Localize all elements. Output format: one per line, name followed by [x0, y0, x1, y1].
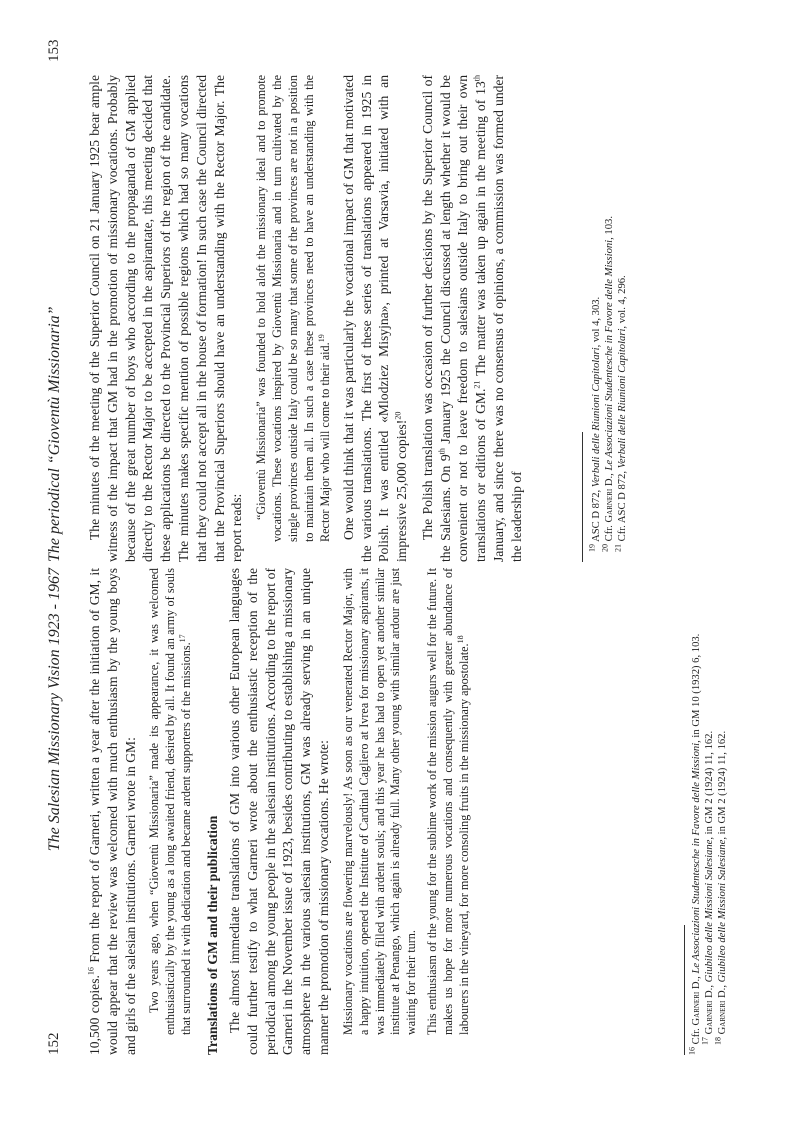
footnote-20: $^{20}$ Cfr. Garneri D., Le Associazioni Studentesche in Favore delle Missioni, 103. [600, 216, 616, 552]
footnote-rule [684, 925, 685, 1055]
right-paragraph-2: One would think that it was particularly the vocational impact of GM that motivated the various translations. The first of these series of translations appeared in 1925 in Polish. It was entitled «Mlodziez Misyjna», printed at Varsavia, initiated with an impressive 25,000 copies!$^{20}$ [340, 75, 410, 562]
quote-paragraph: This enthusiasm of the young for the sublime work of the mission augurs well for the future. It makes us hope for more numerous vocations and consequently with greater abundance of labourers in the vineyard, for more consoling fruits in the missionary apostolate.$^{18}$ [425, 568, 472, 1035]
footnote-ref: 18 [455, 635, 465, 644]
left-blockquote-2 [341, 568, 473, 1035]
left-running-head: The Salesian Missionary Vision 1923 - 1967 [46, 568, 63, 852]
left-page [0, 562, 793, 1123]
footnote-21: $^{21}$ Cfr. ASC D 872, Verbali delle Riunioni Capitolari, vol. 4, 296. [613, 275, 629, 552]
left-paragraph-2: The almost immediate translations of GM into various other European languages could further testify to what Garneri wrote about the enthusiastic reception of the periodical among the young people in the salesian institutions. According to the report of Garneri in the November issue of 1923, besides contributing to establishing a missionary atmosphere in the various salesian institutions, GM was already serving in an unique manner the promotion of missionary vocations. He wrote: [226, 568, 331, 1055]
footnote-ref: 20 [393, 411, 403, 420]
right-body [86, 75, 526, 562]
footnote-16: $^{16}$ Cfr. Garneri D., Le Associazioni Studentesche in Favore delle Missioni, in GM 10 (1932) 6, 103. [687, 633, 702, 1055]
footnote-18: $^{18}$ Garneri D., Giubileo delle Missioni Salesiane, in GM 2 (1924) 11, 162. [713, 730, 729, 1045]
quote-paragraph: Missionary vocations are flowering marvelously! As soon as our venerated Rector Major, with a happy intuition, opened the Institute of Cardinal Cagliero at Ivrea for missionary aspirants, it was immediately filled with ardent souls; and this year he has had to open yet another similar institute at Penango, which again is already full. Many other young with similar ardour are just waiting for their turn. [340, 568, 419, 1035]
footnote-ref: 19 [316, 334, 326, 343]
left-blockquote-1: Two years ago, when “Gioventù Missionaria” made its appearance, it was welcomed enthusiastically by the young as a long awaited friend, desired by all. It found an army of souls that surrounded it with dedication and became ardent supporters of the missions.$^{17}$ [147, 568, 194, 1035]
right-page-number: 153 [46, 39, 62, 62]
footnote-ref: 16 [86, 967, 96, 976]
footnote-ref: 17 [178, 634, 188, 643]
footnote-17: $^{17}$ Garneri D., Giubileo delle Missioni Salesiane, in GM 2 (1924) 11, 162. [700, 730, 716, 1045]
right-paragraph-1: The minutes of the meeting of the Superior Council on 21 January 1925 bear ample witness of the impact that GM had in the promotion of missionary vocations. Probably because of the great number of boys who according to the propaganda of GM applied directly to the Rector Major to be accepted in the aspirantate, this meeting decided that these applications be directed to the Provincial Superiors of the region of the candidate. The minutes makes specific mention of possible regions which had so many vocations that they could not accept all in the house of formation! In such case the Council directed that the Provincial Superiors should have an understanding with the Rector Major. The report reads: [87, 75, 245, 562]
right-footnotes [587, 75, 630, 562]
footnote-19: $^{19}$ ASC D 872, Verbali delle Riunioni Capitolari, vol 4, 303. [587, 296, 602, 552]
left-page-number: 152 [46, 1032, 62, 1055]
footnote-rule [582, 432, 583, 562]
left-paragraph-1: 10,500 copies.$^{16}$ From the report of Garneri, written a year after the initiation of GM, it would appear that the review was welcomed with much enthusiasm by the young boys and girls of the salesian institutions. Garneri wrote in GM: [86, 568, 138, 1055]
section-heading: Translations of GM and their publication [205, 815, 221, 1055]
left-footnotes [687, 568, 730, 1055]
footnote-ref: 21 [472, 380, 482, 389]
left-body [86, 568, 479, 1055]
right-paragraph-3: The Polish translation was occasion of further decisions by the Superior Council of the Salesians. On 9th January 1925 the Council discussed at length whether it would be convenient or not to leave freedom to salesians outside Italy to bring out their own translations or editions of GM.$^{21}$ The matter was taken up again in the meeting of 13th January, and since there was no consensus of opinions, a commission was formed under the leadership of [419, 75, 524, 562]
right-running-head: The periodical “Gioventù Missionaria” [46, 306, 63, 562]
right-blockquote-1: “Gioventù Missionaria” was founded to hold aloft the missionary ideal and to promote vocations. These vocations inspired by Gioventù Missionaria and in turn cultivated by the single provinces outside Italy could be so many that some of the provinces are not in a position to maintain them all. In such a case these provinces need to have an understanding with the Rector Major who will come to their aid.$^{19}$ [254, 75, 332, 542]
